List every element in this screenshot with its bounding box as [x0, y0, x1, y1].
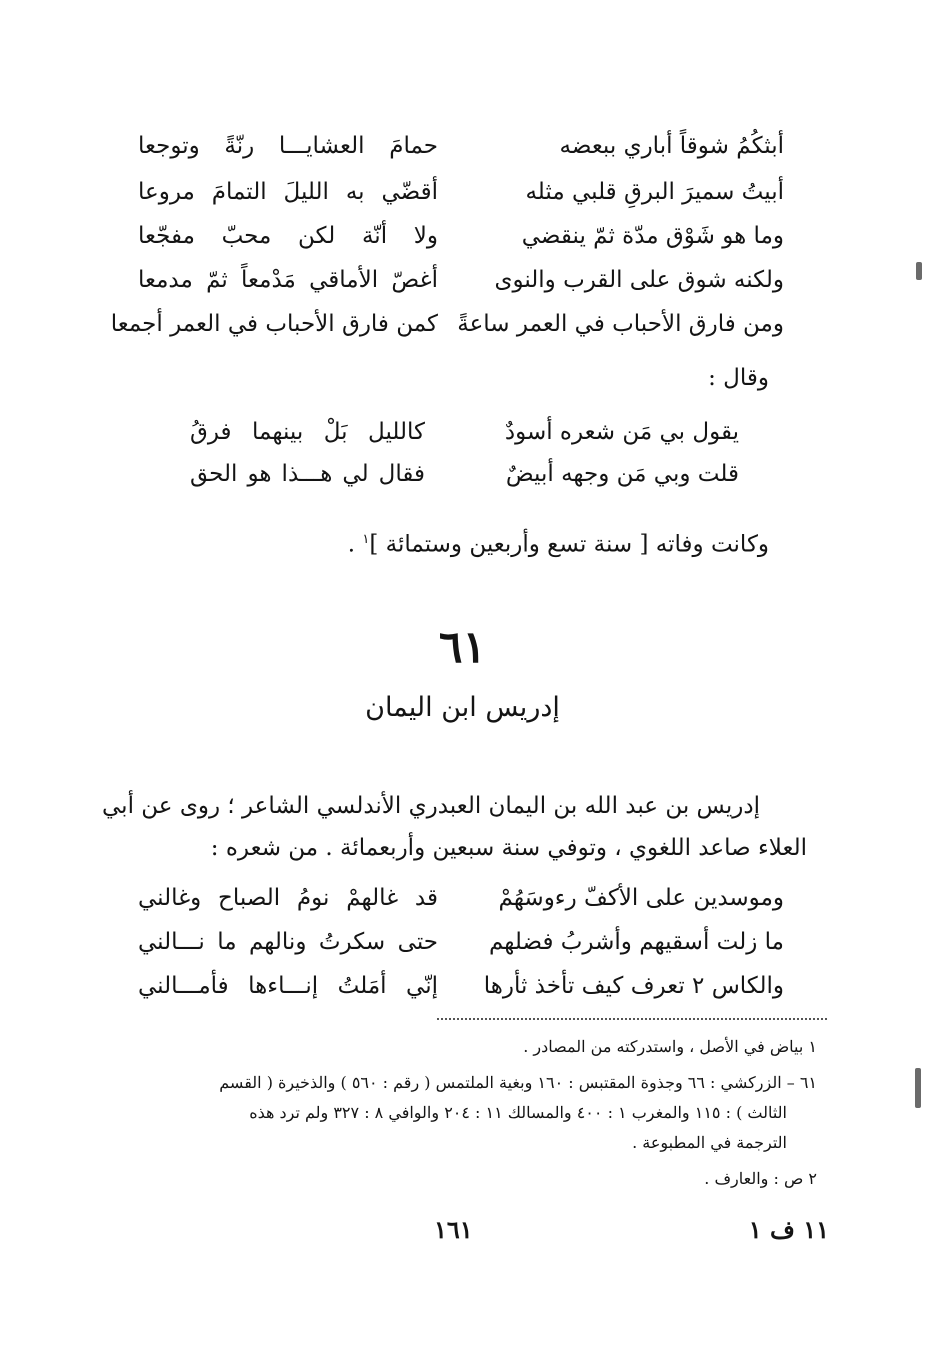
section-title: إدريس ابن اليمان: [365, 692, 560, 723]
death-note: [348, 522, 769, 563]
footnote-61-line-2: الثالث ) : ١١٥ والمغرب ١ : ٤٠٠ والمسالك ١١ : ٢٠٤ والوافي ٨ : ٣٢٧ ولم ترد هذه: [249, 1103, 787, 1122]
second-hemistich: قد غالهمْ نومُ الصباح وغالني: [138, 885, 438, 911]
footnote-separator: [437, 1018, 827, 1020]
footnote-61-line-1: ٦١ – الزركشي : ٦٦ وجذوة المقتبس : ١٦٠ وبغية الملتمس ( رقم : ٥٦٠ ) والذخيرة ( القسم: [219, 1073, 817, 1092]
second-hemistich: حتى سكرتُ ونالهم ما نـــالني: [138, 929, 438, 955]
second-hemistich: كالليل بَلْ بينهما فرقُ: [190, 419, 425, 445]
verse-line: [138, 174, 784, 210]
footnote-61-line-3: الترجمة في المطبوعة .: [632, 1133, 787, 1152]
verse-line: [138, 262, 784, 298]
verse-line: [110, 306, 784, 342]
bio-paragraph-line-1: إدريس بن عبد الله بن اليمان العبدري الأندلسي الشاعر ؛ روى عن أبي: [102, 793, 760, 819]
first-hemistich: ومن فارق الأحباب في العمر ساعةً: [457, 311, 784, 337]
first-hemistich: أبيتُ سميرَ البرقِ قلبي مثله: [525, 179, 784, 205]
printer-signature: ١١ ف ١: [748, 1215, 829, 1244]
first-hemistich: يقول بي مَن شعره أسودٌ: [504, 419, 739, 445]
death-note-end: .: [347, 531, 356, 558]
scan-mark: [915, 1068, 921, 1108]
second-hemistich: أغصّ الأماقي مَدْمعاً ثمّ مدمعا: [138, 267, 438, 293]
first-hemistich: أبثكُمُ شوقاً أباري ببعضه: [559, 133, 784, 159]
bio-paragraph-line-2: العلاء صاعد اللغوي ، وتوفي سنة سبعين وأربعمائة . من شعره :: [210, 835, 807, 861]
verse-line: [138, 924, 784, 960]
verse-line: [190, 456, 739, 492]
footnote-2: ٢ ص : والعارف .: [704, 1169, 817, 1188]
first-hemistich: ولكنه شوق على القرب والنوى: [494, 267, 784, 293]
second-hemistich: كمن فارق الأحباب في العمر أجمعا: [110, 311, 438, 337]
verse-line: [138, 880, 784, 916]
second-hemistich: حمامَ العشايـــا رنّةً وتوجعا: [138, 133, 438, 159]
second-hemistich: فقال لي هـــذا هو الحق: [190, 461, 425, 487]
scan-mark: [916, 262, 922, 280]
second-hemistich: ولا أنّة لكن محبّ مفجّعا: [138, 223, 438, 249]
verse-line: [138, 968, 784, 1004]
first-hemistich: والكاس ٢ تعرف كيف تأخذ ثأرها: [483, 973, 784, 999]
footnote-ref: ١: [362, 532, 370, 547]
said-line: وقال :: [708, 365, 769, 391]
footnote-1: ١ بياض في الأصل ، واستدركته من المصادر .: [523, 1037, 817, 1056]
first-hemistich: وموسدين على الأكفّ رءوسَهُمْ: [498, 885, 784, 911]
verse-line: [138, 218, 784, 254]
verse-line: [138, 128, 784, 164]
death-note-text: وكانت وفاته [ سنة تسع وأربعين وستمائة ]: [369, 531, 769, 558]
first-hemistich: ما زلت أسقيهم وأشربُ فضلهم: [489, 929, 784, 955]
second-hemistich: إنّي أمَلتُ إنـــاءها فأمـــالني: [138, 973, 438, 999]
verse-line: [190, 414, 739, 450]
first-hemistich: وما هو شَوْق مدّة ثمّ ينقضي: [521, 223, 784, 249]
second-hemistich: أقضّي به الليلَ التمامَ مروعا: [138, 179, 438, 205]
first-hemistich: قلت وبي مَن وجهه أبيضٌ: [505, 461, 739, 487]
section-number: ٦١: [438, 622, 487, 673]
page-number: ١٦١: [434, 1215, 473, 1244]
